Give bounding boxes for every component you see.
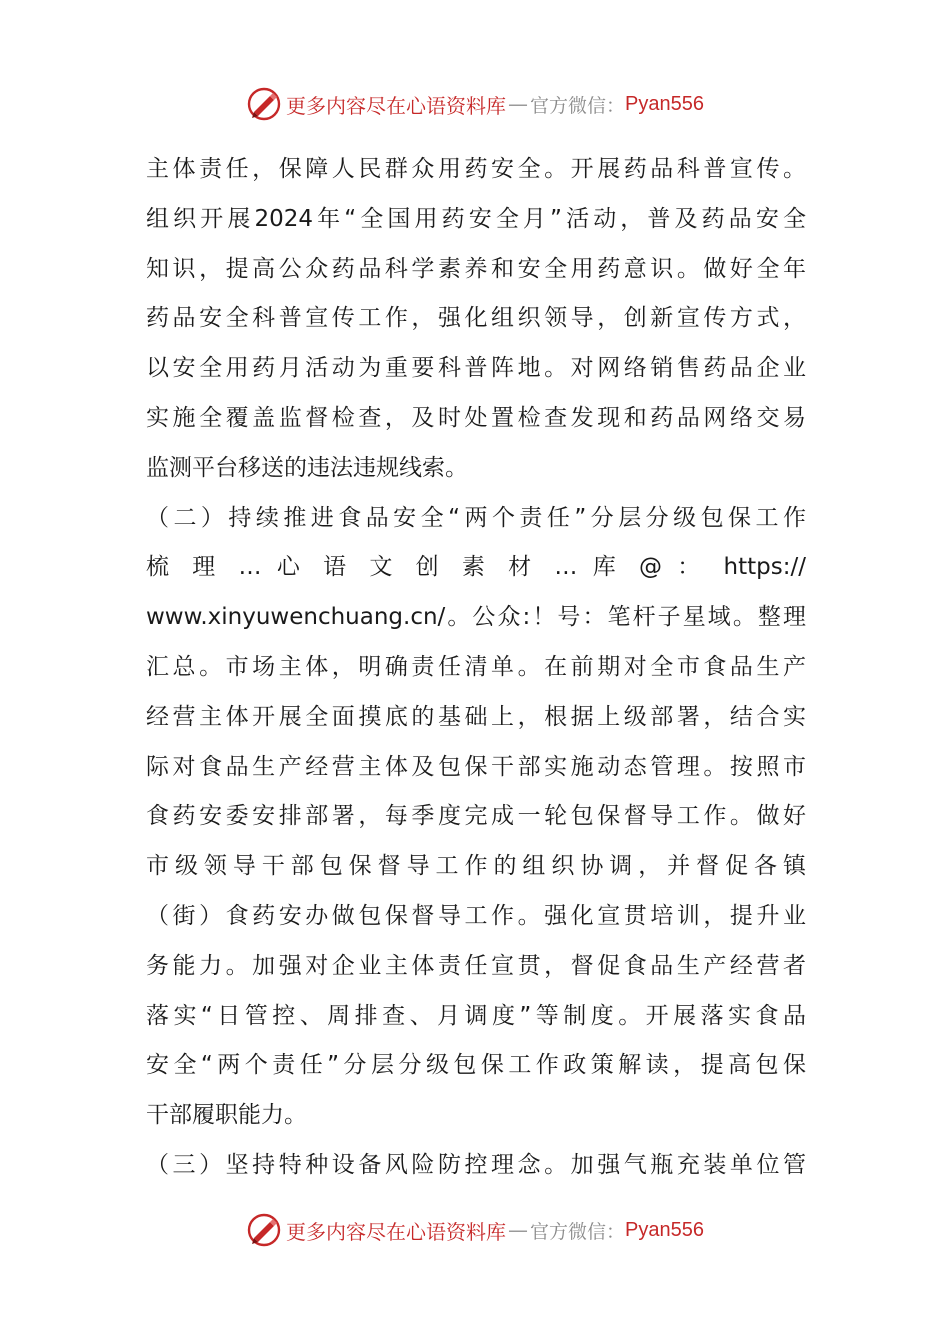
- body-line: 梳 理 … 心 语 文 创 素 材 … 库 @ ： https://: [146, 554, 806, 581]
- body-line: 干部履职能力。: [146, 1102, 307, 1129]
- pen-logo-icon: [246, 1212, 282, 1248]
- body-line: 安全“两个责任”分层分级包保工作政策解读，提高包保: [146, 1052, 806, 1079]
- body-line: 食药安委安排部署，每季度完成一轮包保督导工作。做好: [146, 803, 806, 830]
- section-heading: （三）坚持特种设备风险防控理念。加强气瓶充装单位管: [146, 1151, 806, 1178]
- body-line: 主体责任，保障人民群众用药安全。开展药品科普宣传。: [146, 156, 806, 182]
- footer-banner: [0, 1210, 950, 1250]
- body-line: 经营主体开展全面摸底的基础上，根据上级部署，结合实: [146, 703, 806, 730]
- body-line: www.xinyuwenchuang.cn/。公众:！号：笔杆子星域。整理: [146, 604, 806, 631]
- body-line: 以安全用药月活动为重要科普阵地。对网络销售药品企业: [146, 355, 806, 382]
- footer-separator: —: [508, 1218, 528, 1242]
- header-main-text: 更多内容尽在心语资料库: [286, 93, 506, 118]
- body-line: 际对食品生产经营主体及包保干部实施动态管理。按照市: [146, 753, 806, 780]
- body-line: 落实“日管控、周排查、月调度”等制度。开展落实食品: [146, 1002, 806, 1029]
- footer-main-text: 更多内容尽在心语资料库: [286, 1219, 506, 1244]
- body-line: 监测平台移送的违法违规线索。: [146, 454, 468, 481]
- header-banner: [0, 84, 950, 124]
- body-line: 药品安全科普宣传工作，强化组织领导，创新宣传方式，: [146, 305, 806, 332]
- header-contact-label: 官方微信：: [530, 94, 626, 117]
- header-separator: —: [508, 92, 528, 116]
- pen-logo-icon: [246, 86, 282, 122]
- body-line: 实施全覆盖监督检查，及时处置检查发现和药品网络交易: [146, 404, 806, 431]
- body-line: 汇总。市场主体，明确责任清单。在前期对全市食品生产: [146, 653, 806, 680]
- section-heading: （二）持续推进食品安全“两个责任”分层分级包保工作: [146, 504, 806, 531]
- body-line: 务能力。加强对企业主体责任宣贯，督促食品生产经营者: [146, 952, 806, 979]
- footer-contact-label: 官方微信：: [530, 1220, 626, 1243]
- header-handle: Pyan556: [625, 92, 704, 115]
- document-body: [146, 145, 806, 1191]
- body-line: 组织开展2024年“全国用药安全月”活动，普及药品安全: [146, 205, 806, 232]
- body-line: 知识，提高公众药品科学素养和安全用药意识。做好全年: [146, 255, 806, 282]
- footer-handle: Pyan556: [625, 1218, 704, 1241]
- body-line: 市级领导干部包保督导工作的组织协调，并督促各镇: [146, 853, 806, 880]
- body-line: （街）食药安办做包保督导工作。强化宣贯培训，提升业: [146, 902, 806, 929]
